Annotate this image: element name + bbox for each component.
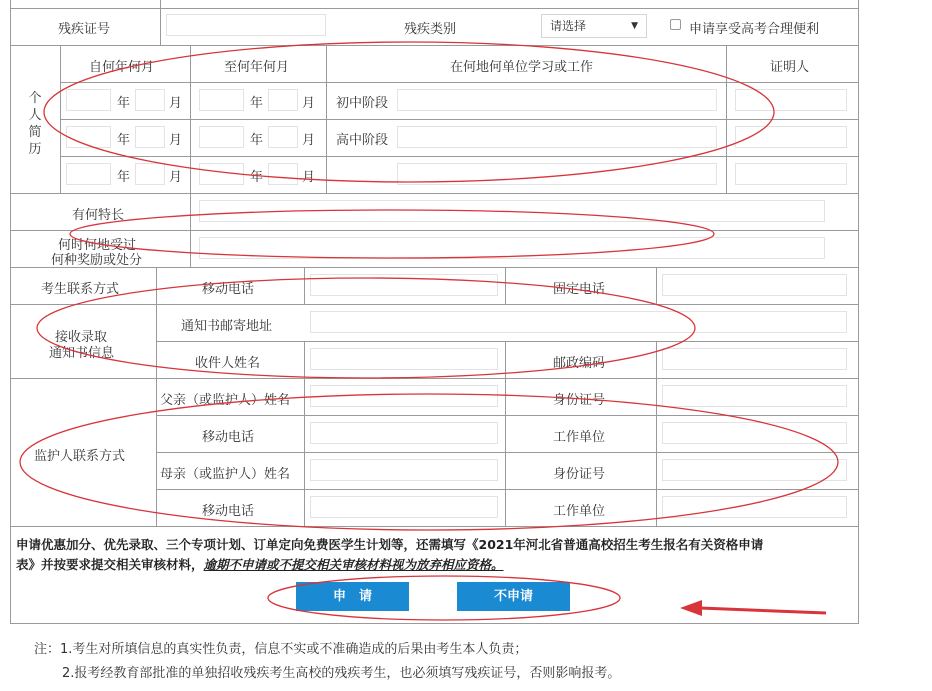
resume-section-label: 个人简历 (28, 91, 42, 157)
from-month-input[interactable] (135, 126, 165, 148)
row-divider (10, 526, 859, 527)
to-month-input[interactable] (268, 89, 298, 111)
resume-header-place: 在何地何单位学习或工作 (450, 60, 594, 75)
year-unit: 年 (117, 170, 131, 185)
col-divider (726, 45, 727, 193)
footnote-item-2: 2.报考经教育部批准的单独招收残疾考生高校的残疾考生，也必须填写残疾证号，否则影响报考。 (62, 666, 621, 681)
apply-notice-line2 (16, 555, 504, 573)
father-mobile-label: 移动电话 (202, 430, 255, 445)
postcode-label: 邮政编码 (553, 356, 606, 371)
col-divider (304, 341, 305, 526)
row-divider (156, 489, 859, 490)
from-year-input[interactable] (66, 89, 111, 111)
notice-section-label-line2: 通知书信息 (49, 346, 115, 361)
disability-type-label: 残疾类别 (404, 22, 457, 37)
year-unit: 年 (117, 96, 131, 111)
from-year-input[interactable] (66, 126, 111, 148)
specialty-label: 有何特长 (72, 208, 125, 223)
mother-name-label: 母亲（或监护人）姓名 (160, 467, 291, 482)
mother-id-label: 身份证号 (553, 467, 606, 482)
place-input[interactable] (397, 163, 717, 185)
resume-header-from: 自何年何月 (89, 60, 155, 75)
specialty-input[interactable] (199, 200, 825, 222)
mother-mobile-label: 移动电话 (202, 504, 255, 519)
disability-type-select[interactable] (541, 14, 647, 38)
mobile-input[interactable] (310, 274, 498, 296)
to-month-input[interactable] (268, 163, 298, 185)
guardian-section-label: 监护人联系方式 (34, 449, 126, 464)
row-divider (10, 378, 859, 379)
footnote-item-1: 1.考生对所填信息的真实性负责，信息不实或不准确造成的后果由考生本人负责； (60, 642, 528, 657)
not-apply-button[interactable]: 不申请 (457, 582, 570, 611)
accommodation-checkbox[interactable] (670, 19, 681, 30)
footnote-1 (34, 638, 527, 657)
father-id-input[interactable] (662, 385, 847, 407)
accommodation-checkbox-label: 申请享受高考合理便利 (689, 22, 820, 37)
month-unit: 月 (169, 170, 183, 185)
apply-notice-emphasis: 逾期不申请或不提交相关审核材料视为放弃相应资格。 (203, 557, 504, 572)
postcode-input[interactable] (662, 348, 847, 370)
col-divider (190, 193, 191, 267)
row-divider (10, 304, 859, 305)
col-divider (326, 45, 327, 193)
row-divider (10, 8, 859, 9)
year-unit: 年 (250, 133, 264, 148)
father-id-label: 身份证号 (553, 393, 606, 408)
month-unit: 月 (302, 133, 316, 148)
month-unit: 月 (169, 133, 183, 148)
year-unit: 年 (250, 96, 264, 111)
to-year-input[interactable] (199, 89, 244, 111)
col-divider (656, 267, 657, 304)
row-divider (156, 341, 859, 342)
from-year-input[interactable] (66, 163, 111, 185)
awards-input[interactable] (199, 237, 825, 259)
to-year-input[interactable] (199, 126, 244, 148)
mother-work-label: 工作单位 (553, 504, 606, 519)
mother-id-input[interactable] (662, 459, 847, 481)
awards-label-line2: 何种奖励或处分 (51, 253, 143, 268)
father-mobile-input[interactable] (310, 422, 498, 444)
row-divider (60, 82, 859, 83)
address-input[interactable] (310, 311, 847, 333)
disability-cert-label: 残疾证号 (58, 22, 111, 37)
disability-type-selected: 请选择 (550, 19, 587, 33)
col-divider (190, 45, 191, 193)
awards-label-line1: 何时何地受过 (58, 238, 137, 253)
place-input[interactable] (397, 89, 717, 111)
place-prefix: 高中阶段 (336, 133, 389, 148)
col-divider (160, 0, 161, 8)
row-divider (156, 452, 859, 453)
to-year-input[interactable] (199, 163, 244, 185)
apply-notice-plain: 表》并按要求提交相关审核材料， (16, 557, 204, 572)
resume-header-to: 至何年何月 (224, 60, 290, 75)
col-divider (505, 267, 506, 304)
col-divider (656, 341, 657, 526)
apply-button[interactable]: 申 请 (296, 582, 409, 611)
recipient-input[interactable] (310, 348, 498, 370)
place-prefix: 初中阶段 (336, 96, 389, 111)
witness-input[interactable] (735, 126, 847, 148)
year-unit: 年 (117, 133, 131, 148)
landline-input[interactable] (662, 274, 847, 296)
col-divider (60, 45, 61, 193)
father-work-label: 工作单位 (553, 430, 606, 445)
row-divider (10, 45, 859, 46)
landline-label: 固定电话 (553, 282, 606, 297)
month-unit: 月 (302, 96, 316, 111)
father-work-input[interactable] (662, 422, 847, 444)
row-divider (60, 119, 859, 120)
col-divider (304, 267, 305, 304)
to-month-input[interactable] (268, 126, 298, 148)
footnote-prefix: 注： (34, 642, 61, 657)
mobile-label: 移动电话 (202, 282, 255, 297)
dropdown-arrow-icon: ▼ (631, 21, 638, 31)
disability-cert-input[interactable] (166, 14, 326, 36)
row-divider (10, 230, 859, 231)
year-unit: 年 (250, 170, 264, 185)
address-label: 通知书邮寄地址 (181, 319, 273, 334)
month-unit: 月 (169, 96, 183, 111)
from-month-input[interactable] (135, 89, 165, 111)
mother-mobile-input[interactable] (310, 496, 498, 518)
witness-input[interactable] (735, 163, 847, 185)
from-month-input[interactable] (135, 163, 165, 185)
father-name-input[interactable] (310, 385, 498, 407)
place-input[interactable] (397, 126, 717, 148)
row-divider (60, 156, 859, 157)
col-divider (505, 341, 506, 526)
mother-name-input[interactable] (310, 459, 498, 481)
col-divider (156, 267, 157, 526)
resume-header-witness: 证明人 (770, 60, 810, 75)
notice-section-label-line1: 接收录取 (55, 330, 108, 345)
month-unit: 月 (302, 170, 316, 185)
contact-section-label: 考生联系方式 (41, 282, 120, 297)
father-name-label: 父亲（或监护人）姓名 (160, 393, 291, 408)
row-divider (156, 415, 859, 416)
witness-input[interactable] (735, 89, 847, 111)
recipient-label: 收件人姓名 (195, 356, 261, 371)
mother-work-input[interactable] (662, 496, 847, 518)
col-divider (160, 8, 161, 45)
apply-notice-line1: 申请优惠加分、优先录取、三个专项计划、订单定向免费医学生计划等，还需填写《2021年河北省普通高校招生考生报名有关资格申请 (16, 537, 764, 552)
row-divider (10, 193, 859, 194)
